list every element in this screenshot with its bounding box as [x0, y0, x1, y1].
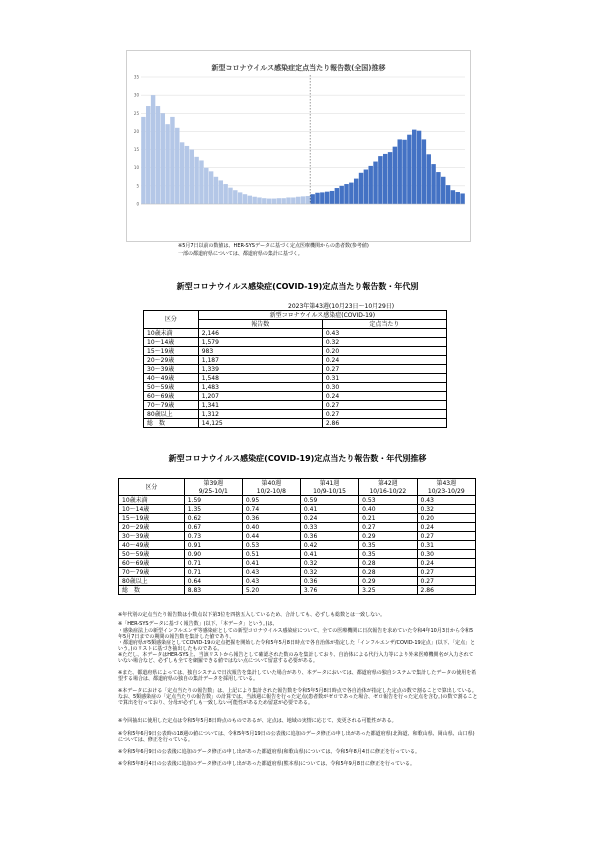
value-cell: 0.32	[300, 559, 358, 568]
bar	[325, 192, 329, 204]
bar	[310, 194, 314, 204]
table-row	[119, 523, 476, 532]
bar	[431, 164, 435, 204]
value-cell: 0.27	[417, 532, 475, 541]
bar	[320, 192, 324, 204]
value-cell: 0.71	[184, 559, 242, 568]
count-cell: 1,548	[198, 374, 322, 383]
bar	[388, 152, 392, 204]
bar	[364, 170, 368, 204]
value-cell: 0.44	[242, 532, 300, 541]
table1-body	[144, 329, 447, 428]
chart-title: 新型コロナウイルス感染症定点当たり報告数(全国)推移	[211, 64, 386, 72]
value-cell: 0.74	[242, 505, 300, 514]
table-row	[144, 338, 447, 347]
per-site-cell: 0.32	[322, 338, 446, 347]
date-range-header: 10/2-10/8	[242, 487, 300, 496]
value-cell: 0.40	[242, 523, 300, 532]
value-cell: 8.83	[184, 586, 242, 595]
value-cell: 0.62	[184, 514, 242, 523]
value-cell: 0.21	[359, 514, 417, 523]
bar	[238, 192, 242, 204]
count-cell: 1,187	[198, 356, 322, 365]
footnote: ※「HER-SYSデータに基づく報告数」(以下、「本データ」という。)は、	[118, 621, 278, 627]
bar	[330, 191, 334, 204]
bar	[441, 177, 445, 204]
row-label: 15～19歳	[119, 514, 185, 523]
value-cell: 0.35	[359, 550, 417, 559]
per-site-cell: 0.24	[322, 356, 446, 365]
table-row	[119, 505, 476, 514]
header-label: 区分	[119, 479, 185, 496]
bar	[393, 147, 397, 204]
header-count: 報告数	[198, 320, 322, 329]
bar	[456, 192, 460, 204]
row-label: 10歳未満	[119, 496, 185, 505]
count-cell: 1,579	[198, 338, 322, 347]
date-range-header: 10/16-10/22	[359, 487, 417, 496]
row-label: 10歳未満	[144, 329, 199, 338]
bar	[199, 160, 203, 204]
value-cell: 0.41	[300, 550, 358, 559]
footnote: ※ただし、本データはHER-SYS上、当該リストから報告として確認された数のみを集計しており、自治体による代行入力等により外来医療機関名が入力されていない場合など、必ずしも全てを網羅できる値ではない点について留意する必要がある。	[118, 652, 474, 664]
value-cell: 0.27	[417, 568, 475, 577]
footnote: ※令和5年8月4日の公表後に追加のデータ修正の申し出があった都道府県(熊本県)については、令和5年9月8日に修正を行っている。	[118, 761, 416, 767]
row-label: 70～79歳	[119, 568, 185, 577]
value-cell: 0.67	[184, 523, 242, 532]
table-row	[119, 541, 476, 550]
value-cell: 0.59	[300, 496, 358, 505]
bar	[151, 95, 155, 204]
row-label: 20～29歳	[144, 356, 199, 365]
value-cell: 1.59	[184, 496, 242, 505]
y-tick-label: 35	[133, 74, 139, 80]
bar	[209, 171, 213, 204]
value-cell: 0.24	[417, 523, 475, 532]
table-row	[119, 496, 476, 505]
bar	[296, 197, 300, 204]
y-tick-label: 0	[136, 201, 139, 207]
row-label: 80歳以上	[144, 410, 199, 419]
bar	[194, 157, 198, 204]
table-row	[144, 329, 447, 338]
table-row	[119, 514, 476, 523]
table-row	[119, 577, 476, 586]
value-cell: 0.36	[242, 514, 300, 523]
bar	[378, 156, 382, 204]
count-cell: 14,125	[198, 419, 322, 428]
value-cell: 0.40	[359, 505, 417, 514]
value-cell: 0.27	[417, 577, 475, 586]
value-cell: 0.30	[417, 550, 475, 559]
value-cell: 0.36	[300, 532, 358, 541]
value-cell: 0.28	[359, 559, 417, 568]
header-label: 区分	[144, 311, 199, 329]
value-cell: 1.35	[184, 505, 242, 514]
table-row	[144, 392, 447, 401]
row-label: 70～79歳	[144, 401, 199, 410]
y-tick-label: 30	[133, 92, 139, 98]
footnote: ※令和5年6月9日の公表後に追加のデータ修正の申し出があった都道府県(和歌山県)については、令和5年8月4日に修正を行っている。	[118, 749, 421, 755]
count-cell: 1,339	[198, 365, 322, 374]
bar	[156, 106, 160, 204]
table-row	[119, 568, 476, 577]
row-label: 80歳以上	[119, 577, 185, 586]
bar	[262, 198, 266, 204]
value-cell: 0.41	[300, 505, 358, 514]
value-cell: 0.24	[300, 514, 358, 523]
per-site-cell: 0.27	[322, 401, 446, 410]
bar	[436, 172, 440, 204]
table-row	[144, 347, 447, 356]
bar	[359, 173, 363, 204]
value-cell: 2.86	[417, 586, 475, 595]
bar	[451, 190, 455, 204]
per-site-cell: 0.27	[322, 410, 446, 419]
bar	[165, 124, 169, 204]
value-cell: 0.32	[300, 568, 358, 577]
row-label: 60～69歳	[144, 392, 199, 401]
per-site-cell: 2.86	[322, 419, 446, 428]
bar	[170, 117, 174, 204]
footnote: ※本データにおける「定点当たりの報告数」は、上記により集計された報告数を令和5年5月8日時点で各自治体が指定した定点の数で割ることで算出している。なお、5類感染症の「定点当たりの報告数」の計算では、当該週に報告を行った定点(患者数がゼロであった場合、ゼロ報告を行った定点を含む。)の数で割ることで算出を行っており、分母が必ずしも一致しない可能性があるため留意が必要である。	[118, 688, 478, 706]
footnote: ※また、都道府県によっては、独自システムで日次報告を集計していた場合があり、本データにおいては、都道府県の独自システムで集計したデータの使用を希望する場合は、都道府県の独自の集計データを採用している。	[118, 670, 477, 682]
bar	[228, 188, 232, 204]
bar	[446, 185, 450, 204]
bar	[190, 150, 194, 204]
bar	[281, 198, 285, 204]
value-cell: 0.43	[417, 496, 475, 505]
row-label: 総 数	[119, 586, 185, 595]
bar	[248, 196, 252, 204]
y-tick-label: 15	[133, 147, 139, 153]
value-cell: 0.35	[359, 541, 417, 550]
table2-head	[119, 479, 476, 496]
bar	[339, 186, 343, 204]
table-row	[144, 410, 447, 419]
per-site-cell: 0.27	[322, 365, 446, 374]
bar	[185, 146, 189, 204]
per-site-cell: 0.24	[322, 392, 446, 401]
table-row	[119, 550, 476, 559]
table2-body	[119, 496, 476, 595]
bar	[344, 184, 348, 204]
bar	[214, 177, 218, 204]
bar-chart	[127, 51, 470, 241]
per-site-cell: 0.31	[322, 374, 446, 383]
per-site-cell: 0.20	[322, 347, 446, 356]
bar	[233, 190, 237, 204]
value-cell: 0.51	[242, 550, 300, 559]
value-cell: 0.27	[359, 523, 417, 532]
bar	[368, 166, 372, 204]
footnote: ※今回抽出に使用した定点は令和5年5月8日時点のものであるが、定点は、地域の実情に応じて、変更される可能性がある。	[118, 718, 397, 724]
value-cell: 0.29	[359, 577, 417, 586]
per-site-cell: 0.30	[322, 383, 446, 392]
count-cell: 1,207	[198, 392, 322, 401]
chart-frame	[126, 50, 471, 242]
row-label: 30～39歳	[144, 365, 199, 374]
value-cell: 0.43	[242, 577, 300, 586]
value-cell: 0.73	[184, 532, 242, 541]
value-cell: 0.95	[242, 496, 300, 505]
table-row	[119, 532, 476, 541]
bar	[180, 142, 184, 204]
bar	[141, 117, 145, 204]
table-row	[144, 383, 447, 392]
bar	[315, 193, 319, 204]
bar	[412, 130, 416, 204]
bar	[219, 180, 223, 204]
footnote: ※令和5年6月9日公表時の18週の値については、令和5年5月19日の公表後に追加のデータ修正の申し出があった都道府県(北海道、和歌山県、岡山県、山口県)については、修正を行っている。	[118, 731, 475, 743]
value-cell: 0.53	[242, 541, 300, 550]
table1-period: 2023年第43週(10月23日～10月29日)	[288, 303, 395, 310]
bar	[427, 154, 431, 204]
date-range-header: 10/9-10/15	[300, 487, 358, 496]
chart-note-1: ※5月7日以前の数値は、HER-SYSデータに基づく定点医療機関からの患者数(参考値)	[178, 243, 369, 249]
week-header: 第42週	[359, 479, 417, 488]
bar	[286, 197, 290, 204]
table-header-row	[144, 311, 447, 320]
value-cell: 0.33	[300, 523, 358, 532]
value-cell: 0.43	[242, 568, 300, 577]
table-row	[144, 365, 447, 374]
chart-note-2: 一部の都道府県については、都道府県の集計に基づく。	[178, 251, 303, 257]
count-cell: 983	[198, 347, 322, 356]
row-label: 30～39歳	[119, 532, 185, 541]
bar	[383, 154, 387, 204]
count-cell: 1,341	[198, 401, 322, 410]
value-cell: 0.91	[184, 541, 242, 550]
header-per-site: 定点当たり	[322, 320, 446, 329]
value-cell: 0.20	[417, 514, 475, 523]
bar	[349, 183, 353, 204]
value-cell: 0.64	[184, 577, 242, 586]
y-tick-label: 10	[133, 165, 139, 171]
table-header-row	[119, 479, 476, 488]
bar	[272, 199, 276, 204]
row-label: 40～49歳	[144, 374, 199, 383]
bar	[277, 198, 281, 204]
age-table	[143, 310, 447, 428]
table-row	[119, 586, 476, 595]
row-label: 10～14歳	[119, 505, 185, 514]
table-row	[144, 374, 447, 383]
row-label: 60～69歳	[119, 559, 185, 568]
trend-table	[118, 478, 476, 595]
week-header: 第41週	[300, 479, 358, 488]
table-row	[119, 559, 476, 568]
table-row	[144, 356, 447, 365]
count-cell: 2,146	[198, 329, 322, 338]
value-cell: 5.20	[242, 586, 300, 595]
value-cell: 0.24	[417, 559, 475, 568]
bar	[204, 168, 208, 204]
count-cell: 1,483	[198, 383, 322, 392]
row-label: 50～59歳	[119, 550, 185, 559]
value-cell: 0.31	[417, 541, 475, 550]
value-cell: 0.28	[359, 568, 417, 577]
date-range-header: 10/23-10/29	[417, 487, 475, 496]
value-cell: 0.29	[359, 532, 417, 541]
bar	[257, 197, 261, 204]
row-label: 10～14歳	[144, 338, 199, 347]
value-cell: 0.90	[184, 550, 242, 559]
bar	[417, 131, 421, 204]
value-cell: 3.76	[300, 586, 358, 595]
bar	[175, 128, 179, 204]
bar	[397, 139, 401, 204]
bar	[252, 197, 256, 204]
bar	[291, 197, 295, 204]
y-tick-label: 25	[133, 110, 139, 116]
bar	[161, 113, 165, 204]
value-cell: 0.32	[417, 505, 475, 514]
value-cell: 0.42	[300, 541, 358, 550]
row-label: 40～49歳	[119, 541, 185, 550]
bar	[407, 135, 411, 204]
table-row	[144, 419, 447, 428]
value-cell: 0.71	[184, 568, 242, 577]
table-row	[144, 401, 447, 410]
count-cell: 1,312	[198, 410, 322, 419]
footnote: ※年代別の定点当たり報告数は小数点以下第3位を四捨五入しているため、合計しても、必ずしも総数とは一致しない。	[118, 612, 386, 618]
bar	[354, 179, 358, 204]
bar	[306, 196, 310, 204]
bar	[460, 193, 464, 204]
row-label: 総 数	[144, 419, 199, 428]
table1-title: 新型コロナウイルス感染症(COVID-19)定点当たり報告数・年代別	[176, 282, 419, 291]
row-label: 50～59歳	[144, 383, 199, 392]
week-header: 第43週	[417, 479, 475, 488]
bar	[301, 196, 305, 204]
bar	[422, 139, 426, 204]
value-cell: 0.36	[300, 577, 358, 586]
bar	[402, 140, 406, 204]
week-header: 第40週	[242, 479, 300, 488]
value-cell: 3.25	[359, 586, 417, 595]
bar	[146, 106, 150, 204]
footnote: ・都道府県が5類感染症としてCOVID-19の定点把握を開始した令和5年5月8日時点で各自治体が指定した「インフルエンザ/COVID-19定点」(以下、「定点」という。)のリストに基づき抽出したものである。	[118, 640, 476, 652]
y-tick-label: 5	[136, 183, 139, 189]
table2-title: 新型コロナウイルス感染症(COVID-19)定点当たり報告数・年代別推移	[168, 454, 427, 463]
bar	[267, 199, 271, 204]
y-tick-label: 20	[133, 128, 139, 134]
bar	[335, 188, 339, 204]
value-cell: 0.41	[242, 559, 300, 568]
row-label: 20～29歳	[119, 523, 185, 532]
date-range-header: 9/25-10/1	[184, 487, 242, 496]
header-col-group: 新型コロナウイルス感染症(COVID-19)	[198, 311, 446, 320]
row-label: 15～19歳	[144, 347, 199, 356]
week-header: 第39週	[184, 479, 242, 488]
bar	[223, 184, 227, 204]
per-site-cell: 0.43	[322, 329, 446, 338]
footnote: ・感染症法上の新型インフルエンザ等感染症としての新型コロナウイルス感染症について、全ての医療機関に日次報告を求めていた令和4年10月3日から令和5年5月7日までの期間の報告数を集計した値であり、	[118, 628, 474, 640]
bar	[373, 162, 377, 204]
value-cell: 0.53	[359, 496, 417, 505]
bar	[243, 194, 247, 204]
